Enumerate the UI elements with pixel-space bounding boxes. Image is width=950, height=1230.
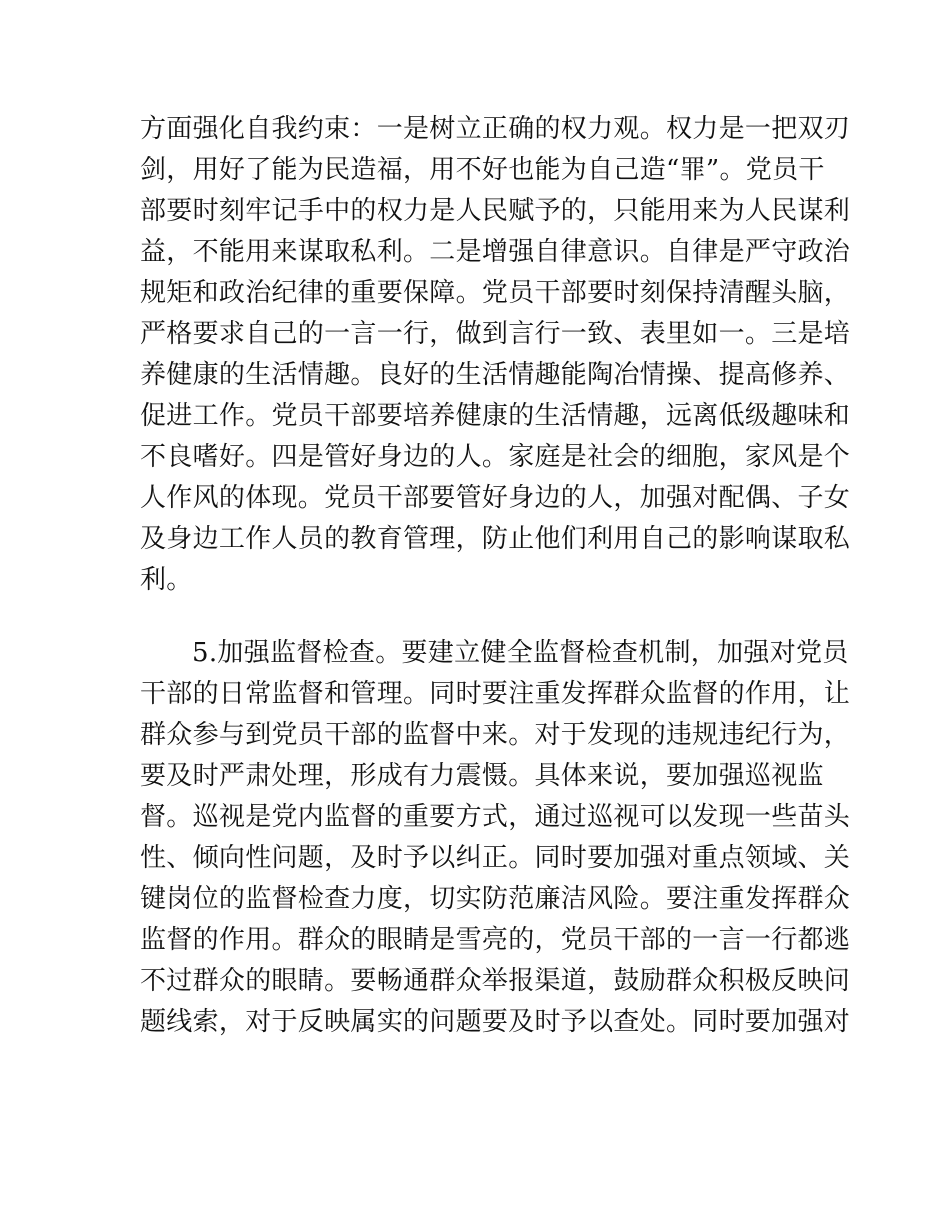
- text-line: 不良嗜好。四是管好身边的人。家庭是社会的细胞，家风是个: [140, 442, 851, 472]
- paragraph-supervision: [140, 633, 851, 1043]
- text-line: 养健康的生活情趣。良好的生活情趣能陶冶情操、提高修养、: [140, 360, 851, 390]
- text-line: 题线索，对于反映属实的问题要及时予以查处。同时要加强对: [140, 1007, 851, 1037]
- text-line: 督。巡视是党内监督的重要方式，通过巡视可以发现一些苗头: [140, 802, 851, 832]
- text-line: 监督的作用。群众的眼睛是雪亮的，党员干部的一言一行都逃: [140, 925, 851, 955]
- text-line: 人作风的体现。党员干部要管好身边的人，加强对配偶、子女: [140, 483, 851, 513]
- text-line: 剑，用好了能为民造福，用不好也能为自己造“罪”。党员干: [140, 155, 825, 185]
- text-line: 群众参与到党员干部的监督中来。对于发现的违规违纪行为，: [140, 720, 851, 750]
- text-line: 利。: [140, 565, 193, 595]
- text-line: 键岗位的监督检查力度，切实防范廉洁风险。要注重发挥群众: [140, 884, 851, 914]
- text-line: 严格要求自己的一言一行，做到言行一致、表里如一。三是培: [140, 319, 851, 349]
- text-line: 部要时刻牢记手中的权力是人民赋予的，只能用来为人民谋利: [140, 196, 851, 226]
- text-line: 方面强化自我约束：一是树立正确的权力观。权力是一把双刃: [140, 114, 851, 144]
- text-line: 不过群众的眼睛。要畅通群众举报渠道，鼓励群众积极反映问: [140, 966, 851, 996]
- text-line: 规矩和政治纪律的重要保障。党员干部要时刻保持清醒头脑，: [140, 278, 851, 308]
- text-line: 性、倾向性问题，及时予以纠正。同时要加强对重点领域、关: [140, 843, 851, 873]
- text-line: 要及时严肃处理，形成有力震慑。具体来说，要加强巡视监: [140, 761, 824, 791]
- text-line: 促进工作。党员干部要培养健康的生活情趣，远离低级趣味和: [140, 401, 851, 431]
- text-line: 益，不能用来谋取私利。二是增强自律意识。自律是严守政治: [140, 237, 851, 267]
- text-line: 干部的日常监督和管理。同时要注重发挥群众监督的作用，让: [140, 679, 851, 709]
- text-line: 5.加强监督检查。要建立健全监督检查机制，加强对党员: [192, 638, 849, 668]
- paragraph-self-discipline: [140, 109, 851, 601]
- text-line: 及身边工作人员的教育管理，防止他们利用自己的影响谋取私: [140, 524, 851, 554]
